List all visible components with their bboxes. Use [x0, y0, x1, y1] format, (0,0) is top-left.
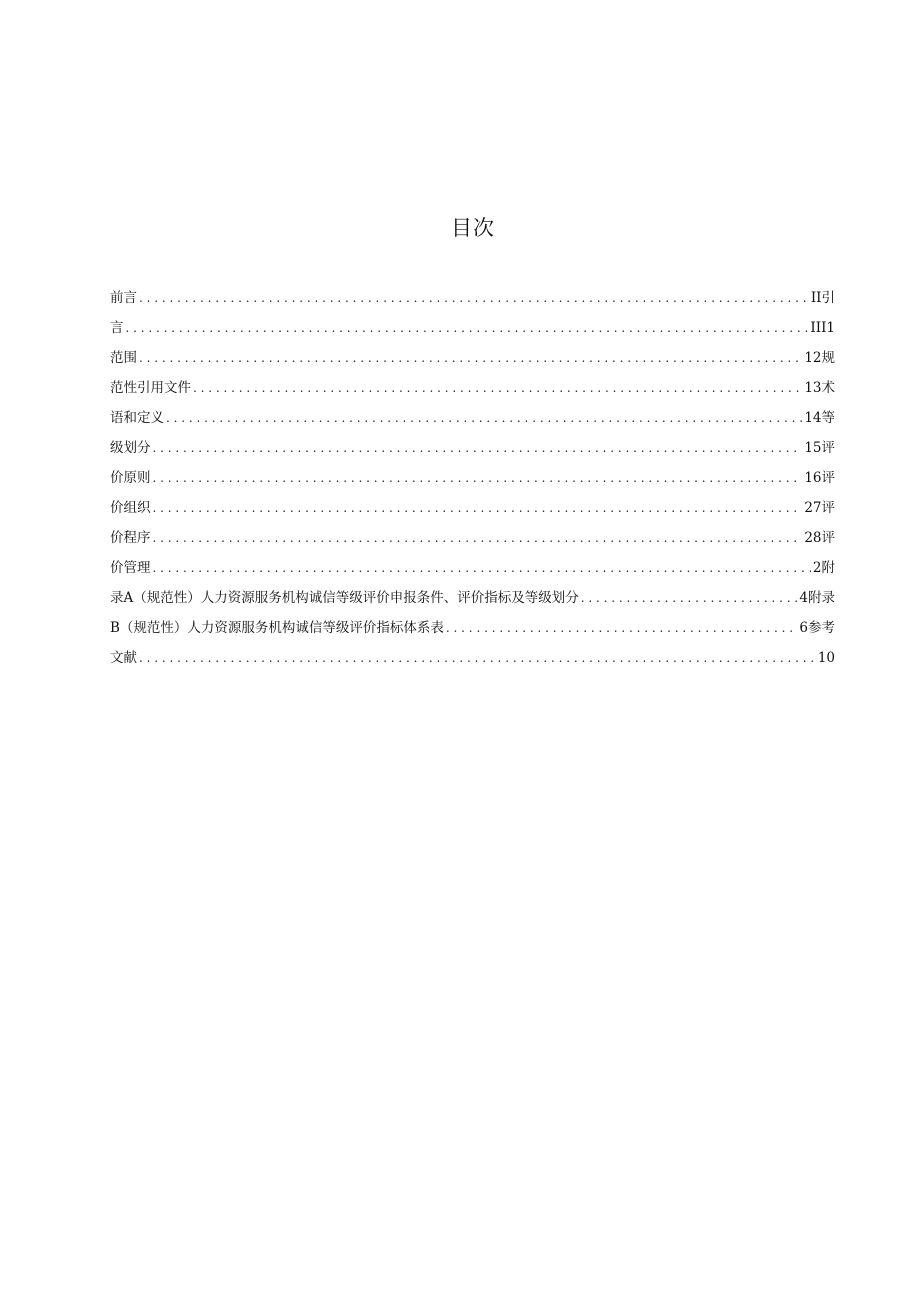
toc-entry-page: II引 [810, 290, 835, 306]
toc-entry-page: 16评 [804, 470, 835, 486]
toc-entry-page: 28评 [804, 530, 835, 546]
toc-leader-dots [126, 316, 809, 340]
toc-leader-dots [139, 286, 809, 310]
toc-entry [110, 646, 835, 676]
toc-entry-page: 6参考 [799, 620, 835, 636]
toc-leader-dots [153, 496, 803, 520]
toc-entry-page: 12规 [804, 350, 835, 366]
toc-entry-text: B（规范性）人力资源服务机构诚信等级评价指标体系表 [110, 620, 444, 636]
toc-leader-dots [153, 436, 803, 460]
toc-entry-text: 语和定义 [110, 410, 164, 426]
toc-entry-text: 言 [110, 320, 124, 336]
toc-entry [110, 436, 835, 466]
toc-entry-text: 价程序 [110, 530, 151, 546]
toc-entry [110, 376, 835, 406]
toc-entry [110, 466, 835, 496]
toc-entry-text: 范围 [110, 350, 137, 366]
toc-entry [110, 496, 835, 526]
toc-leader-dots [139, 646, 816, 670]
toc-entry-page: 4附录 [799, 590, 835, 606]
toc-entry [110, 346, 835, 376]
toc-entry-text: 级划分 [110, 440, 151, 456]
toc-entry-page: 15评 [804, 440, 835, 456]
toc-entry-text: 范性引用文件 [110, 380, 191, 396]
toc-entry-page: III1 [810, 320, 835, 336]
toc-entry [110, 586, 835, 616]
toc-entry [110, 616, 835, 646]
toc-leader-dots [193, 376, 802, 400]
toc-entry-text: 录A（规范性）人力资源服务机构诚信等级评价申报条件、评价指标及等级划分 [110, 590, 579, 606]
toc-leader-dots [153, 526, 803, 550]
toc-entry [110, 286, 835, 316]
toc-entry-text: 价管理 [110, 560, 151, 576]
toc-title: 目次 [451, 216, 495, 240]
toc-leader-dots [166, 406, 802, 430]
toc-entry-page: 2附 [812, 560, 835, 576]
toc-entry-page: 10 [817, 650, 835, 666]
toc-entry [110, 316, 835, 346]
toc-leader-dots [139, 346, 802, 370]
toc-entry-page: 27评 [804, 500, 835, 516]
toc-list [110, 286, 835, 676]
toc-entry [110, 556, 835, 586]
toc-leader-dots [153, 556, 811, 580]
toc-leader-dots [581, 586, 798, 610]
toc-entry-page: 14等 [804, 410, 835, 426]
toc-leader-dots [446, 616, 797, 640]
toc-entry-page: 13术 [804, 380, 835, 396]
toc-entry-text: 价原则 [110, 470, 151, 486]
toc-entry [110, 526, 835, 556]
toc-leader-dots [153, 466, 803, 490]
toc-entry [110, 406, 835, 436]
toc-entry-text: 文献 [110, 650, 137, 666]
toc-entry-text: 前言 [110, 290, 137, 306]
toc-entry-text: 价组织 [110, 500, 151, 516]
